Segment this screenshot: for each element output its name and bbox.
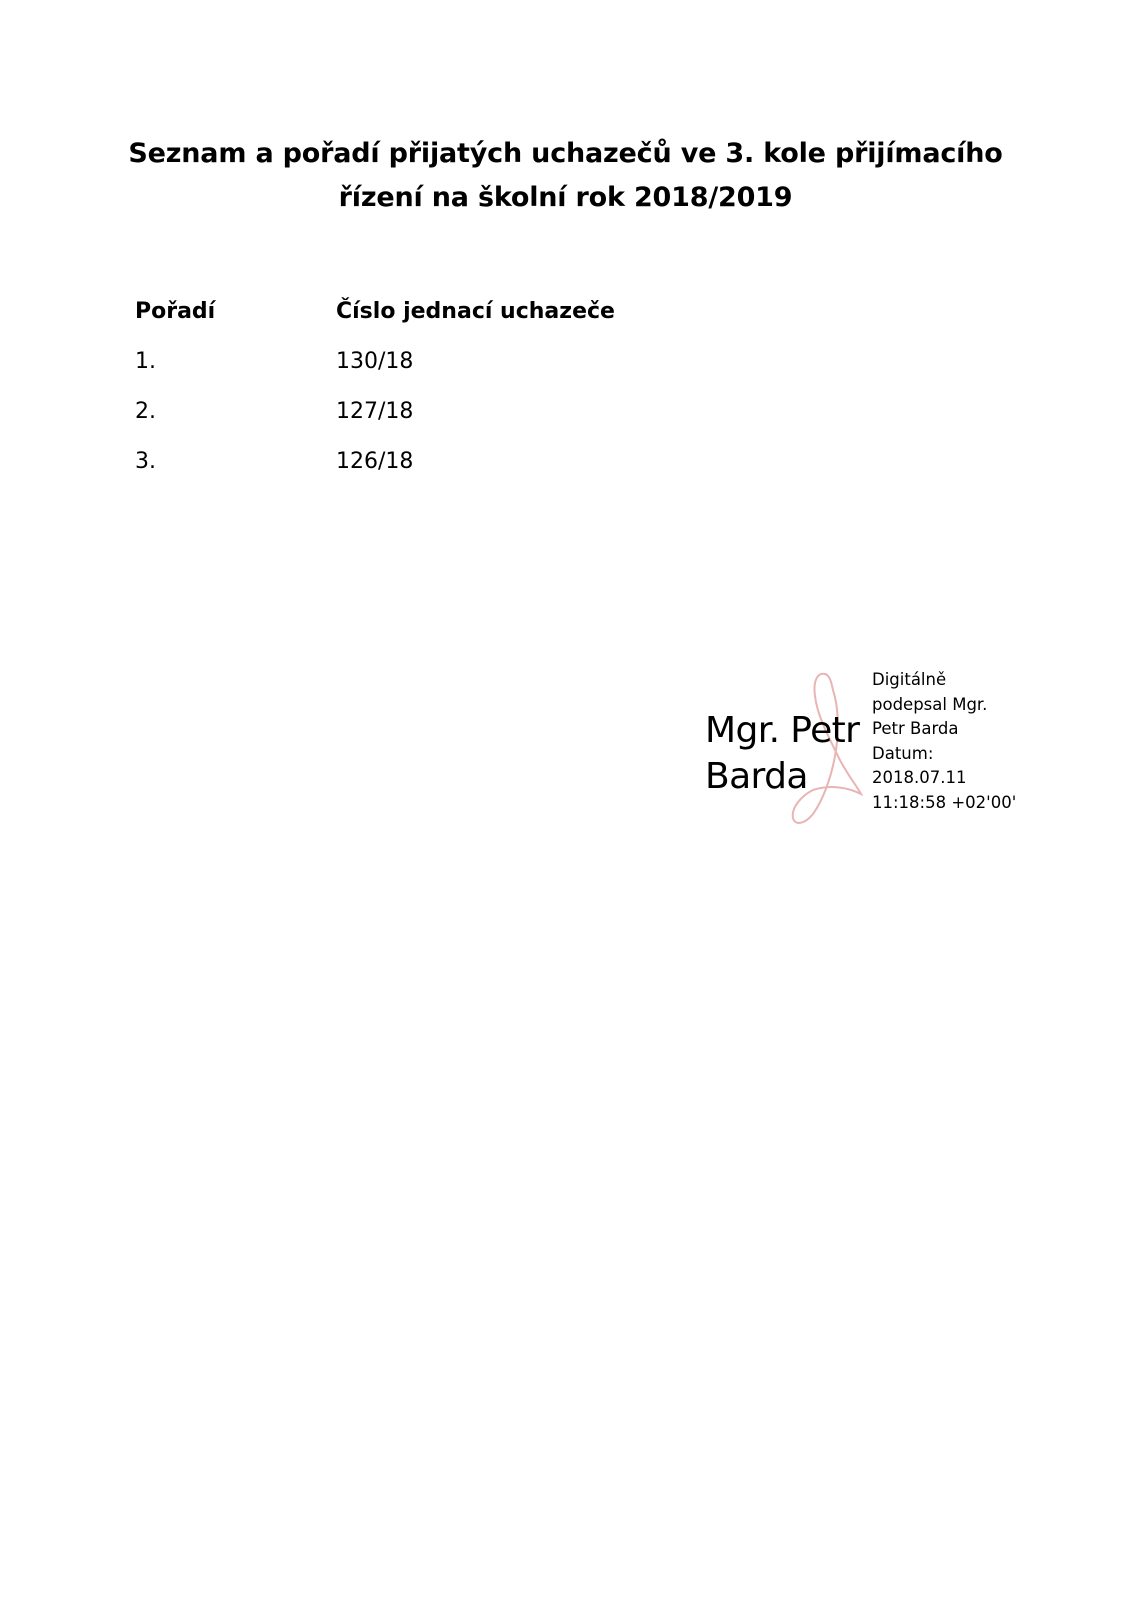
digital-signature (705, 668, 1035, 838)
row-id: 126/18 (336, 449, 414, 474)
signer-name-line-1: Mgr. Petr (705, 710, 860, 751)
signature-detail-line: Petr Barda (872, 719, 959, 738)
signature-detail-line: 11:18:58 +02'00' (872, 792, 1017, 812)
header-rank: Pořadí (135, 299, 216, 324)
row-id: 127/18 (336, 399, 414, 424)
row-rank: 1. (135, 349, 156, 374)
row-rank: 3. (135, 449, 156, 474)
signer-name-line-2: Barda (705, 756, 808, 797)
signature-detail-line: 2018.07.11 (872, 768, 967, 787)
document-title-line-2: řízení na školní rok 2018/2019 (338, 182, 793, 213)
document-title-line-1: Seznam a pořadí přijatých uchazečů ve 3. kole přijímacího (128, 138, 1003, 169)
document-title (0, 132, 1131, 220)
signature-detail-line: podepsal Mgr. (872, 694, 988, 714)
row-id: 130/18 (336, 349, 414, 374)
signer-name (705, 708, 859, 800)
signature-detail-line: Digitálně (872, 670, 947, 689)
signature-details (872, 668, 1016, 815)
header-id: Číslo jednací uchazeče (336, 299, 615, 324)
row-rank: 2. (135, 399, 156, 424)
signature-detail-line: Datum: (872, 743, 934, 763)
